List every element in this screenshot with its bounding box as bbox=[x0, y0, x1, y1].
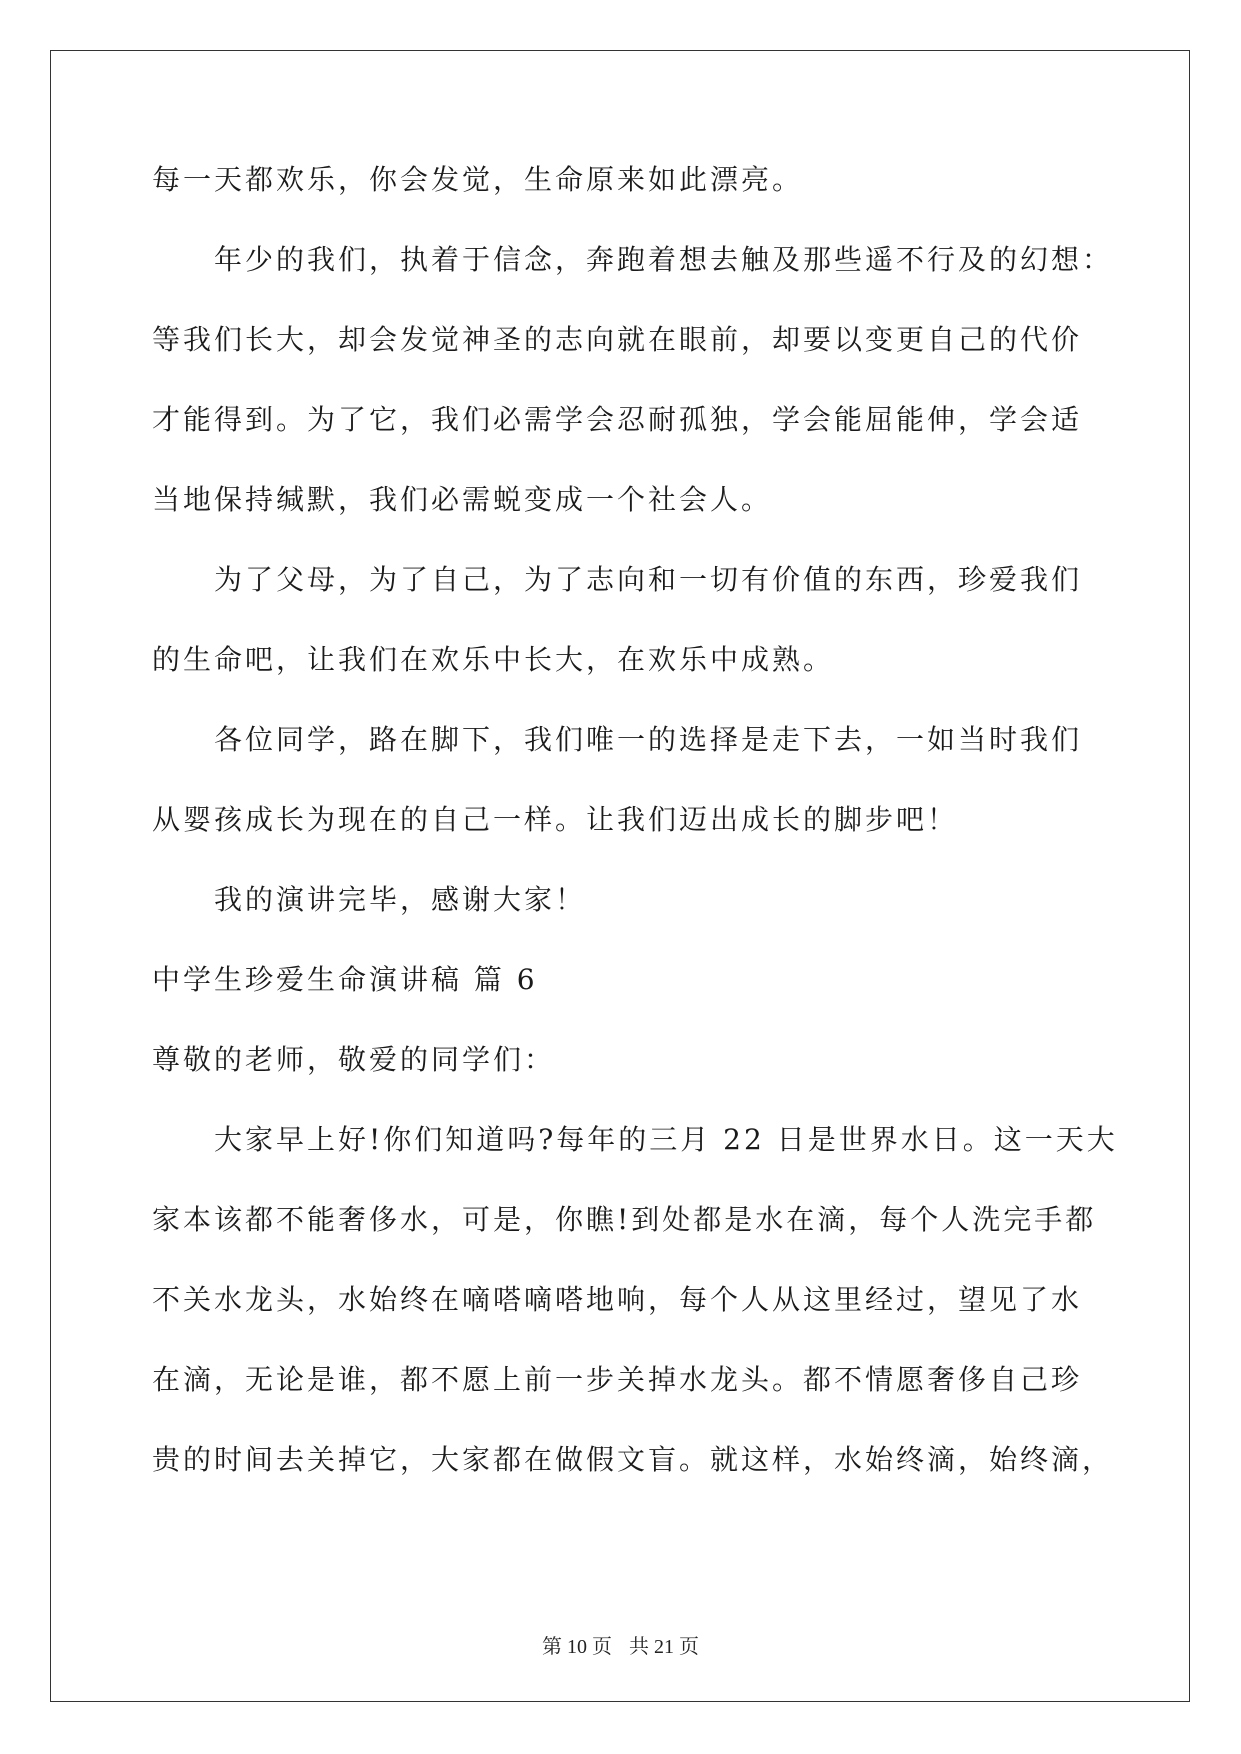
text-line: 等我们长大，却会发觉神圣的志向就在眼前，却要以变更自己的代价 bbox=[152, 323, 1083, 356]
text-line: 在滴，无论是谁，都不愿上前一步关掉水龙头。都不情愿奢侈自己珍 bbox=[152, 1363, 1083, 1396]
section-heading: 中学生珍爱生命演讲稿 篇 6 bbox=[152, 963, 538, 996]
text-line: 从婴孩成长为现在的自己一样。让我们迈出成长的脚步吧！ bbox=[152, 803, 959, 836]
page-number: 第 10 页 bbox=[542, 1636, 612, 1658]
text-line: 为了父母，为了自己，为了志向和一切有价值的东西，珍爱我们 bbox=[214, 563, 1083, 596]
text-line: 的生命吧，让我们在欢乐中长大，在欢乐中成熟。 bbox=[152, 643, 835, 676]
text-line: 才能得到。为了它，我们必需学会忍耐孤独，学会能屈能伸，学会适 bbox=[152, 403, 1083, 436]
text-line: 各位同学，路在脚下，我们唯一的选择是走下去，一如当时我们 bbox=[214, 723, 1083, 756]
text-line: 不关水龙头，水始终在嘀嗒嘀嗒地响，每个人从这里经过，望见了水 bbox=[152, 1283, 1083, 1316]
text-line: 大家早上好!你们知道吗?每年的三月 22 日是世界水日。这一天大 bbox=[214, 1123, 1118, 1156]
text-line: 家本该都不能奢侈水，可是，你瞧!到处都是水在滴，每个人洗完手都 bbox=[152, 1203, 1097, 1236]
page-footer bbox=[0, 1630, 1241, 1659]
text-line: 年少的我们，执着于信念，奔跑着想去触及那些遥不行及的幻想： bbox=[214, 243, 1114, 276]
text-line: 我的演讲完毕，感谢大家！ bbox=[214, 883, 587, 916]
text-line: 每一天都欢乐，你会发觉，生命原来如此漂亮。 bbox=[152, 163, 804, 196]
text-line: 贵的时间去关掉它，大家都在做假文盲。就这样，水始终滴，始终滴， bbox=[152, 1443, 1114, 1476]
total-pages: 共 21 页 bbox=[629, 1636, 699, 1658]
salutation: 尊敬的老师，敬爱的同学们： bbox=[152, 1043, 556, 1076]
text-line: 当地保持缄默，我们必需蜕变成一个社会人。 bbox=[152, 483, 773, 516]
